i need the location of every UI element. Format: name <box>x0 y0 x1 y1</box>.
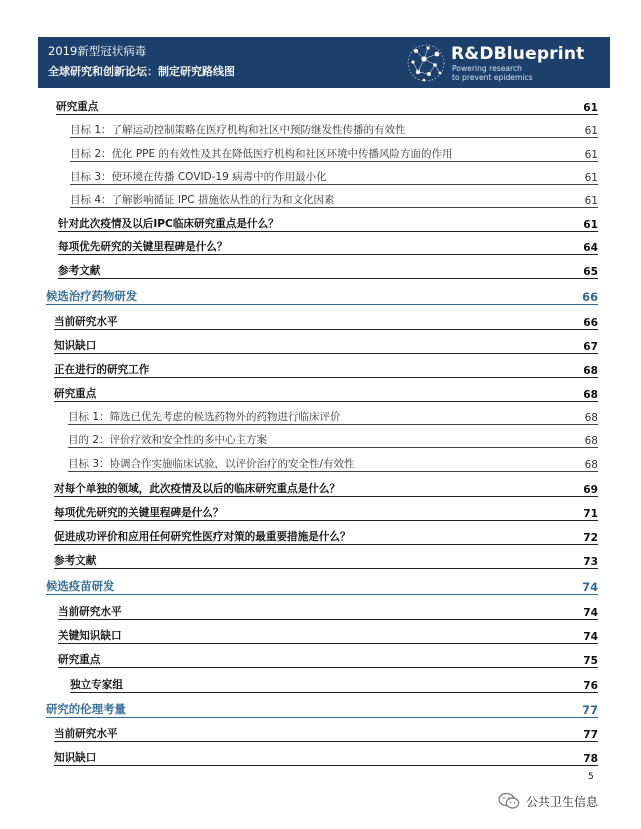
toc-entry-page: 66 <box>582 290 598 304</box>
toc-entry-text: 候选治疗药物研发 <box>46 289 138 303</box>
toc-entry-text: 当前研究水平 <box>54 728 118 740</box>
toc-entry-text: 独立专家组 <box>70 679 123 691</box>
toc-entry[interactable] <box>54 311 598 330</box>
toc-entry-text: 当前研究水平 <box>58 606 122 618</box>
toc-entry-page: 61 <box>584 195 598 207</box>
toc-entry-page: 61 <box>583 102 598 114</box>
toc-entry-page: 68 <box>583 365 598 377</box>
toc-entry-text: 每项优先研究的关键里程碑是什么？ <box>58 241 228 253</box>
toc-entry-page: 76 <box>583 680 598 692</box>
toc-entry-text: 目标 3：协调合作实施临床试验，以评价治疗的安全性/有效性 <box>68 458 355 470</box>
toc-entry-text: 研究重点 <box>56 101 99 113</box>
toc-entry-text: 知识缺口 <box>54 752 97 764</box>
toc-entry-page: 77 <box>583 729 598 741</box>
logo-name: R&DBlueprint <box>451 44 585 64</box>
header-title-line1: 2019新型冠状病毒 <box>48 44 147 58</box>
watermark-text: 公共卫生信息 <box>526 794 599 809</box>
toc-entry-text: 正在进行的研究工作 <box>54 364 150 376</box>
toc-entry-page: 78 <box>583 753 598 765</box>
toc-entry-page: 72 <box>583 532 598 544</box>
toc-entry-text: 目标 3：使环境在传播 COVID-19 病毒中的作用最小化 <box>70 171 327 183</box>
toc-entry-text: 参考文献 <box>54 555 97 567</box>
toc-entry-page: 68 <box>583 389 598 401</box>
toc-entry-page: 77 <box>582 703 598 717</box>
toc-entry[interactable] <box>58 236 598 255</box>
toc-entry-text: 对每个单独的领域，此次疫情及以后的临床研究重点是什么？ <box>54 483 341 495</box>
toc-entry-text: 研究的伦理考量 <box>46 702 126 716</box>
toc-entry-page: 61 <box>584 125 598 137</box>
toc-entry-page: 61 <box>584 172 598 184</box>
toc-entry-page: 74 <box>583 607 598 619</box>
toc-entry[interactable] <box>58 213 598 232</box>
toc-section-heading[interactable] <box>46 576 598 595</box>
toc-entry-text: 每项优先研究的关键里程碑是什么？ <box>54 507 224 519</box>
toc-entry-page: 74 <box>582 580 598 594</box>
toc-entry[interactable] <box>54 383 598 402</box>
toc-entry-text: 目标 2：优化 PPE 的有效性及其在降低医疗机构和社区环境中传播风险方面的作用 <box>70 148 453 160</box>
toc-entry[interactable] <box>54 335 598 354</box>
wechat-icon <box>498 792 520 810</box>
toc-section-heading[interactable] <box>46 286 598 305</box>
toc-entry[interactable] <box>54 502 598 521</box>
logo-tagline-line1: Powering research <box>452 64 522 73</box>
toc-entry-text: 研究重点 <box>58 654 101 666</box>
header-title-line2: 全球研究和创新论坛：制定研究路线图 <box>48 65 235 78</box>
toc-entry[interactable] <box>54 526 598 545</box>
toc-entry-page: 65 <box>583 266 598 278</box>
wechat-watermark <box>498 792 598 810</box>
toc-entry[interactable] <box>58 625 598 644</box>
toc-entry[interactable] <box>56 96 598 115</box>
toc-entry-text: 促进成功评价和应用任何研究性医疗对策的最重要措施是什么？ <box>54 531 351 543</box>
toc-entry[interactable] <box>70 143 598 162</box>
toc-entry-text: 针对此次疫情及以后IPC临床研究重点是什么？ <box>58 218 279 230</box>
toc-entry[interactable] <box>68 429 598 448</box>
toc-entry[interactable] <box>70 166 598 185</box>
toc-entry-page: 66 <box>583 317 598 329</box>
toc-entry-page: 73 <box>583 556 598 568</box>
logo-tagline-line2: to prevent epidemics <box>452 72 533 82</box>
toc-entry-page: 68 <box>584 435 598 447</box>
toc-entry-page: 69 <box>583 484 598 496</box>
toc-entry-text: 目标 1：筛选已优先考虑的候选药物外的药物进行临床评价 <box>68 411 341 423</box>
toc-entry-page: 71 <box>583 508 598 520</box>
toc-entry[interactable] <box>70 674 598 693</box>
toc-entry-text: 当前研究水平 <box>54 316 118 328</box>
page-number: 5 <box>588 772 594 782</box>
toc-entry[interactable] <box>54 478 598 497</box>
toc-entry-text: 参考文献 <box>58 265 101 277</box>
toc-entry[interactable] <box>70 189 598 208</box>
toc-entry-text: 目标 4：了解影响循证 IPC 措施依从性的行为和文化因素 <box>70 194 335 206</box>
toc-entry-text: 研究重点 <box>54 388 97 400</box>
toc-entry[interactable] <box>54 723 598 742</box>
toc-entry[interactable] <box>58 649 598 668</box>
toc-entry[interactable] <box>70 119 598 138</box>
toc-entry-text: 目标 1：了解运动控制策略在医疗机构和社区中预防继发性传播的有效性 <box>70 124 406 136</box>
toc-entry[interactable] <box>54 359 598 378</box>
toc-entry-text: 目的 2：评价疗效和安全性的多中心主方案 <box>68 434 268 446</box>
toc-entry[interactable] <box>58 260 598 279</box>
toc-entry-page: 61 <box>583 219 598 231</box>
toc-entry-page: 74 <box>583 631 598 643</box>
toc-entry[interactable] <box>54 747 598 766</box>
toc-entry-page: 67 <box>583 341 598 353</box>
toc-entry-page: 68 <box>584 459 598 471</box>
toc-entry[interactable] <box>54 550 598 569</box>
toc-entry[interactable] <box>58 601 598 620</box>
toc-entry-page: 68 <box>584 412 598 424</box>
toc-section-heading[interactable] <box>46 699 598 718</box>
toc-entry-page: 61 <box>584 149 598 161</box>
toc-entry-text: 候选疫苗研发 <box>46 579 115 593</box>
toc-entry[interactable] <box>68 453 598 472</box>
toc-entry-text: 关键知识缺口 <box>58 630 122 642</box>
toc-entry[interactable] <box>68 406 598 425</box>
toc-entry-text: 知识缺口 <box>54 340 97 352</box>
toc-entry-page: 75 <box>583 655 598 667</box>
toc-entry-page: 64 <box>583 242 598 254</box>
